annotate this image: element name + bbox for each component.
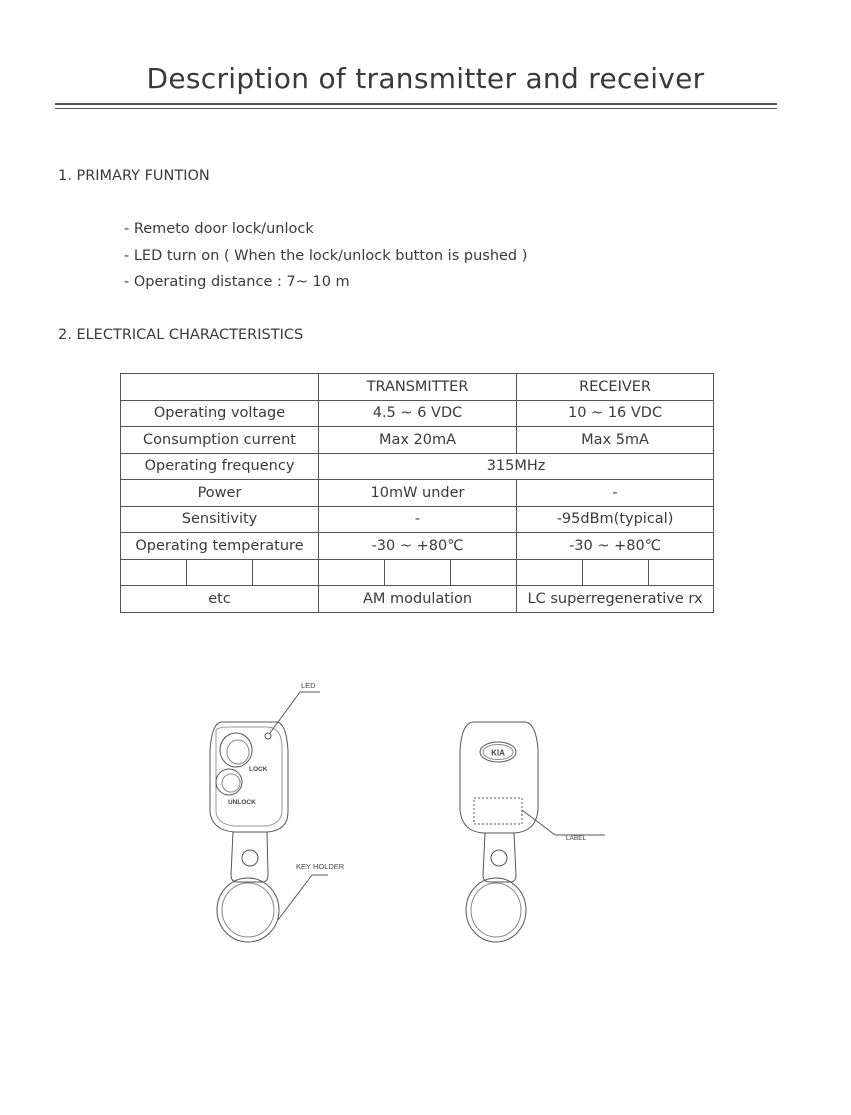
key-holder-label: KEY HOLDER [296,862,345,871]
receiver-value: Max 5mA [517,427,714,454]
led-label: LED [301,681,316,690]
table-empty-row [121,559,714,586]
row-label: etc [121,586,319,613]
page-title: Description of transmitter and receiver [146,62,705,95]
shared-value: 315MHz [319,453,714,480]
transmitter-value: - [319,506,517,533]
empty-cell [187,559,253,586]
list-item: - Remeto door lock/unlock [124,221,314,237]
row-label: Operating voltage [121,400,319,427]
table-row [121,400,714,427]
led-icon [265,733,271,739]
empty-cell [583,559,649,586]
section-heading-electrical: 2. ELECTRICAL CHARACTERISTICS [58,327,304,343]
empty-cell [451,559,517,586]
transmitter-front-illustration [210,692,328,942]
header-receiver: RECEIVER [517,374,714,401]
key-holder-hole-icon [242,850,258,866]
transmitter-back-illustration [460,722,605,942]
empty-cell [253,559,319,586]
receiver-value: LC superregenerative rx [517,586,714,613]
primary-function-list [124,221,527,301]
key-fob-illustration [0,670,851,960]
table-row [121,533,714,560]
table-row [121,427,714,454]
header-empty-cell [121,374,319,401]
row-label: Operating frequency [121,453,319,480]
row-label: Sensitivity [121,506,319,533]
receiver-value: -95dBm(typical) [517,506,714,533]
table-row [121,586,714,613]
key-ring-icon [466,878,526,942]
receiver-value: - [517,480,714,507]
empty-cell [121,559,187,586]
list-item: - LED turn on ( When the lock/unlock button is pushed ) [124,247,528,264]
empty-cell [649,559,714,586]
row-label: Power [121,480,319,507]
unlock-label: UNLOCK [228,799,256,806]
table-row [121,453,714,480]
transmitter-value: -30 ~ +80℃ [319,533,517,560]
row-label: Operating temperature [121,533,319,560]
label-callout: LABEL [566,835,587,842]
table-row [121,506,714,533]
transmitter-value: Max 20mA [319,427,517,454]
empty-cell [517,559,583,586]
list-item: - Operating distance : 7~ 10 m [124,274,350,290]
empty-cell [385,559,451,586]
receiver-value: -30 ~ +80℃ [517,533,714,560]
key-ring-icon [217,878,279,942]
empty-cell [319,559,385,586]
receiver-value: 10 ~ 16 VDC [517,400,714,427]
section-heading-primary-function: 1. PRIMARY FUNTION [58,168,210,184]
transmitter-value: 10mW under [319,480,517,507]
unlock-button-icon [216,769,242,795]
transmitter-value: AM modulation [319,586,517,613]
electrical-characteristics-table [120,373,714,613]
title-rule-bottom [55,108,777,109]
key-holder-hole-icon [491,850,507,866]
header-transmitter: TRANSMITTER [319,374,517,401]
title-rule-top [55,103,777,105]
brand-label: KIA [491,748,505,758]
row-label: Consumption current [121,427,319,454]
transmitter-value: 4.5 ~ 6 VDC [319,400,517,427]
table-header-row [121,374,714,401]
lock-button-icon [220,733,252,767]
label-area-icon [474,798,522,824]
table-row [121,480,714,507]
lock-label: LOCK [249,766,268,773]
